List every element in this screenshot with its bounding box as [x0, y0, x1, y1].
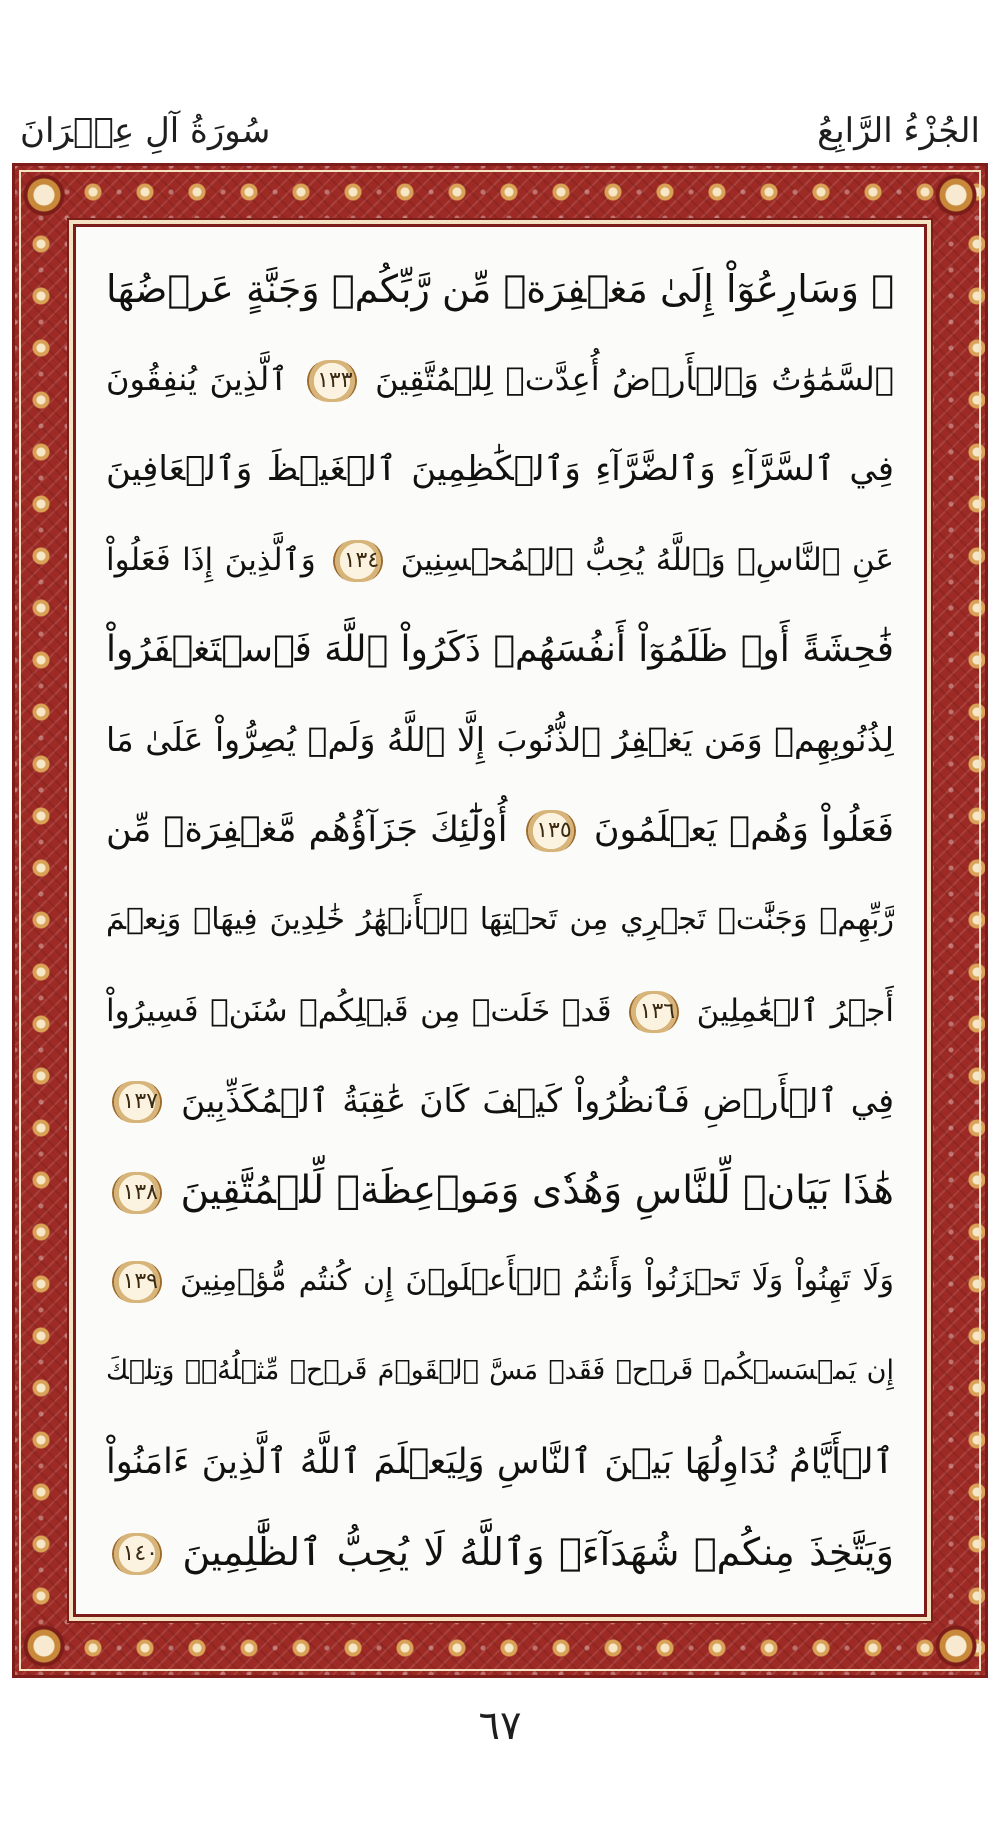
ayah-text: عَنِ ٱلنَّاسِۗ وَٱللَّهُ يُحِبُّ ٱلۡمُحۡسِنِينَ	[400, 541, 894, 578]
text-line	[106, 1512, 894, 1592]
ayah-number-marker: ١٣٣	[307, 360, 357, 402]
page-number: ٦٧	[478, 1703, 522, 1749]
ayah-text: أُوْلَٰٓئِكَ جَزَآؤُهُم مَّغۡفِرَةٞ مِّن	[106, 810, 508, 851]
text-line	[106, 610, 894, 690]
ayah-text: فَعَلُواْ وَهُمۡ يَعۡلَمُونَ	[593, 810, 894, 851]
ayah-text: ٱلَّذِينَ يُنفِقُونَ	[106, 360, 289, 399]
corner-ornament-icon	[21, 1623, 67, 1669]
text-line	[106, 249, 894, 329]
corner-ornament-icon	[933, 1623, 979, 1669]
juz-title: الجُزْءُ الرَّابِعُ	[817, 111, 980, 151]
text-line	[106, 1331, 894, 1411]
ayah-number-marker: ١٣٧	[112, 1081, 162, 1123]
ayah-number-marker: ١٣٨	[112, 1172, 162, 1214]
ayah-number-marker: ١٣٥	[526, 810, 576, 852]
surah-title: سُورَةُ آلِ عِمۡرَانَ	[20, 111, 271, 151]
ayah-text: فَٰحِشَةً أَوۡ ظَلَمُوٓاْ أَنفُسَهُمۡ ذَكَرُواْ ٱللَّهَ فَٱسۡتَغۡفَرُواْ	[106, 628, 894, 670]
ayah-number-marker: ١٤٠	[112, 1533, 162, 1575]
ayah-text: ٱلۡأَيَّامُ نُدَاوِلُهَا بَيۡنَ ٱلنَّاسِ وَلِيَعۡلَمَ ٱللَّهُ ٱلَّذِينَ ءَامَنُواْ	[106, 1441, 894, 1482]
text-line	[106, 971, 894, 1051]
ayah-text: لِذُنُوبِهِمۡ وَمَن يَغۡفِرُ ٱلذُّنُوبَ إِلَّا ٱللَّهُ وَلَمۡ يُصِرُّواْ عَلَىٰ مَا	[106, 720, 894, 760]
corner-ornament-icon	[933, 172, 979, 218]
ayah-text: إِن يَمۡسَسۡكُمۡ قَرۡحٞ فَقَدۡ مَسَّ ٱلۡقَوۡمَ قَرۡحٞ مِّثۡلُهُۥۚ وَتِلۡكَ	[106, 1355, 894, 1387]
ayah-text: وَٱلَّذِينَ إِذَا فَعَلُواْ	[106, 541, 316, 578]
corner-ornament-icon	[21, 172, 67, 218]
ayah-text: وَيَتَّخِذَ مِنكُمۡ شُهَدَآءَۗ وَٱللَّهُ لَا يُحِبُّ ٱلظَّٰلِمِينَ	[182, 1529, 894, 1574]
ayah-number-marker: ١٣٩	[112, 1261, 162, 1303]
ayah-text: رَّبِّهِمۡ وَجَنَّٰتٞ تَجۡرِي مِن تَحۡتِهَا ٱلۡأَنۡهَٰرُ خَٰلِدِينَ فِيهَاۚ وَنِعۡمَ	[106, 902, 894, 938]
ornamental-frame	[12, 163, 988, 1678]
text-line	[106, 339, 894, 419]
ayah-text: وَلَا تَهِنُواْ وَلَا تَحۡزَنُواْ وَأَنتُمُ ٱلۡأَعۡلَوۡنَ إِن كُنتُم مُّؤۡمِنِينَ	[180, 1263, 894, 1299]
ayah-text: هَٰذَا بَيَانٞ لِّلنَّاسِ وَهُدٗى وَمَوۡعِظَةٞ لِّلۡمُتَّقِينَ	[180, 1168, 894, 1214]
text-line	[106, 1241, 894, 1321]
text-line	[106, 790, 894, 870]
ayah-text: فِي ٱلسَّرَّآءِ وَٱلضَّرَّآءِ وَٱلۡكَٰظِمِينَ ٱلۡغَيۡظَ وَٱلۡعَافِينَ	[106, 449, 894, 490]
text-line	[106, 520, 894, 600]
text-line	[106, 880, 894, 960]
quran-text	[106, 249, 894, 1592]
text-line	[106, 1061, 894, 1141]
ayah-text: ٱلسَّمَٰوَٰتُ وَٱلۡأَرۡضُ أُعِدَّتۡ لِلۡمُتَّقِينَ	[375, 360, 894, 399]
ayah-number-marker: ١٣٤	[333, 540, 383, 582]
text-line	[106, 1151, 894, 1231]
text-line	[106, 1422, 894, 1502]
ayah-text: فِي ٱلۡأَرۡضِ فَٱنظُرُواْ كَيۡفَ كَانَ عَٰقِبَةُ ٱلۡمُكَذِّبِينَ	[181, 1080, 894, 1120]
text-panel	[73, 224, 927, 1617]
ayah-text: ۞ وَسَارِعُوٓاْ إِلَىٰ مَغۡفِرَةٖ مِّن رَّبِّكُمۡ وَجَنَّةٍ عَرۡضُهَا	[106, 267, 894, 311]
text-line	[106, 429, 894, 509]
text-line	[106, 700, 894, 780]
page-header	[20, 96, 980, 166]
ayah-number-marker: ١٣٦	[629, 991, 679, 1033]
ayah-text: قَدۡ خَلَتۡ مِن قَبۡلِكُمۡ سُنَنٞ فَسِيرُواْ	[106, 992, 612, 1029]
ayah-text: أَجۡرُ ٱلۡعَٰمِلِينَ	[696, 992, 894, 1029]
